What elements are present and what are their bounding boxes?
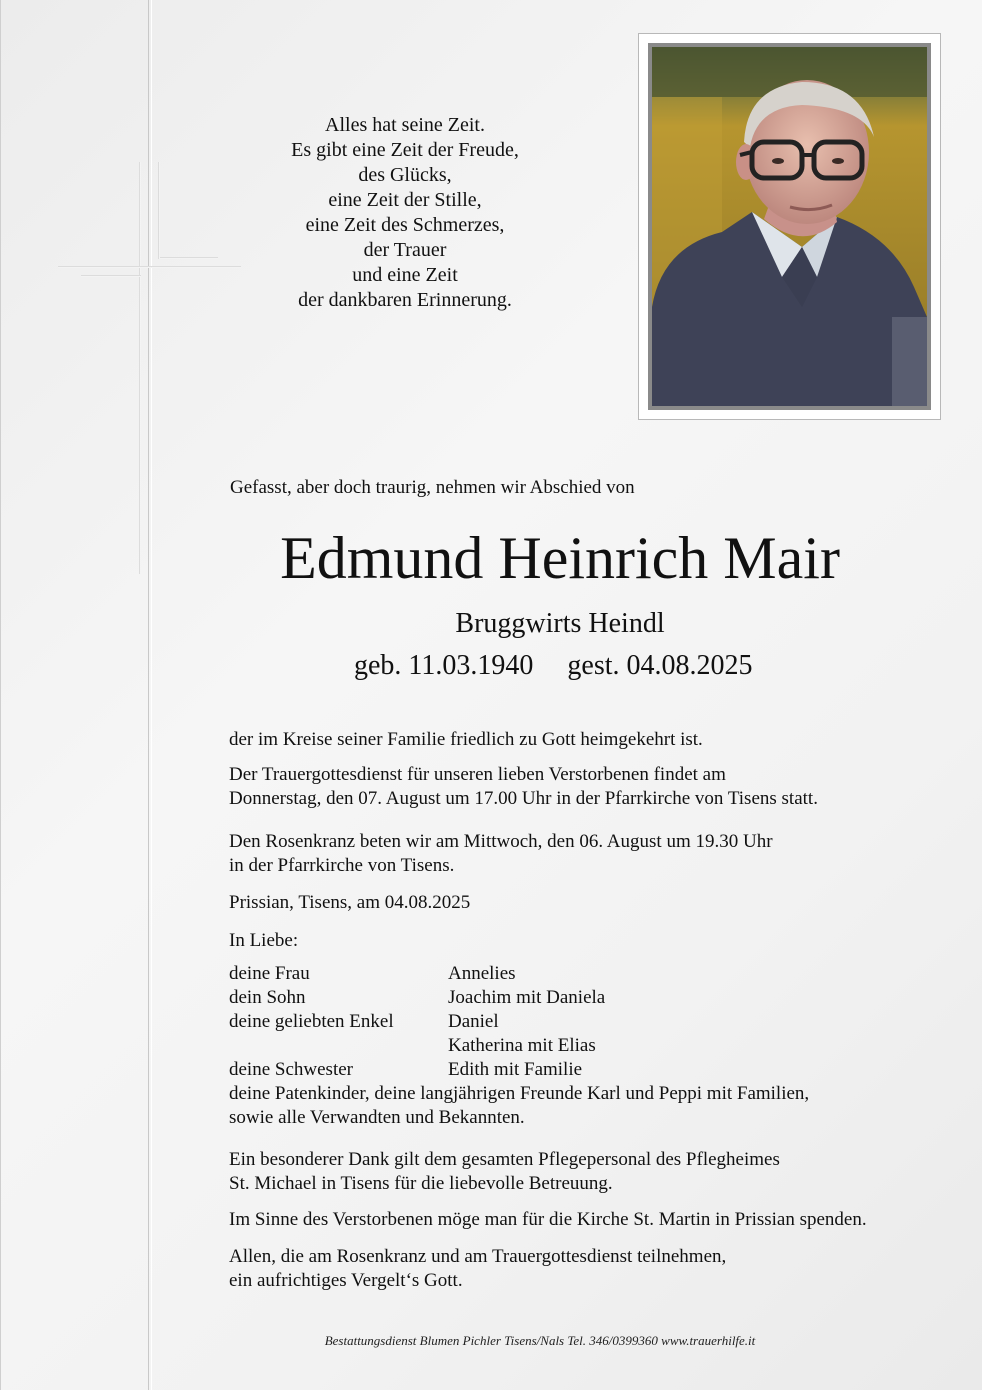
poem-line: des Glücks,	[358, 164, 452, 186]
footer-funeral-service: Bestattungsdienst Blumen Pichler Tisens/Nals Tel. 346/0399360 www.trauerhilfe.it	[324, 1333, 756, 1348]
family-relation: dein Sohn	[229, 987, 306, 1008]
passing-text: der im Kreise seiner Familie friedlich zu Gott heimgekehrt ist.	[229, 729, 703, 750]
family-member: Edith mit Familie	[448, 1059, 583, 1080]
in-love-label: In Liebe:	[229, 930, 299, 951]
poem-line: der dankbaren Erinnerung.	[298, 289, 512, 311]
poem-line: eine Zeit des Schmerzes,	[305, 214, 505, 236]
poem-line: Alles hat seine Zeit.	[325, 114, 485, 136]
poem-line: Es gibt eine Zeit der Freude,	[291, 139, 519, 161]
family-member: Katherina mit Elias	[448, 1035, 596, 1056]
death-date: gest. 04.08.2025	[567, 650, 753, 681]
family-row	[229, 1010, 605, 1034]
closing-text-2: ein aufrichtiges Vergelt‘s Gott.	[229, 1270, 463, 1291]
portrait-illustration	[652, 47, 927, 406]
family-relation: deine Schwester	[229, 1059, 353, 1080]
portrait-frame	[638, 33, 941, 420]
left-border	[0, 0, 1, 1390]
family-member: Daniel	[448, 1011, 499, 1032]
portrait-mat	[648, 43, 931, 410]
service-text-1: Der Trauergottesdienst für unseren lieben Verstorbenen findet am	[229, 764, 726, 785]
others-text-1: deine Patenkinder, deine langjährigen Freunde Karl und Peppi mit Familien,	[229, 1083, 810, 1104]
poem-line: eine Zeit der Stille,	[328, 189, 482, 211]
family-row	[229, 986, 605, 1010]
rosary-text-1: Den Rosenkranz beten wir am Mittwoch, den 06. August um 19.30 Uhr	[229, 831, 773, 852]
thanks-text-2: St. Michael in Tisens für die liebevolle Betreuung.	[229, 1173, 613, 1194]
family-row	[229, 1034, 605, 1058]
family-row	[229, 1058, 605, 1082]
family-row	[229, 962, 605, 986]
poem	[260, 113, 550, 313]
family-list	[229, 962, 605, 1082]
vertical-frame-highlight	[151, 0, 152, 1390]
intro-text: Gefasst, aber doch traurig, nehmen wir Abschied von	[230, 477, 635, 498]
thanks-text-1: Ein besonderer Dank gilt dem gesamten Pflegepersonal des Pflegheimes	[229, 1149, 780, 1170]
poem-line: und eine Zeit	[352, 264, 458, 286]
family-member: Joachim mit Daniela	[448, 987, 606, 1008]
place-date: Prissian, Tisens, am 04.08.2025	[229, 892, 471, 913]
family-member: Annelies	[448, 963, 516, 984]
portrait-photo	[652, 47, 927, 406]
nickname: Bruggwirts Heindl	[455, 608, 665, 639]
vertical-frame-line	[148, 0, 149, 1390]
poem-line: der Trauer	[363, 239, 447, 261]
birth-date: geb. 11.03.1940	[354, 650, 534, 681]
family-relation: deine Frau	[229, 963, 310, 984]
rosary-text-2: in der Pfarrkirche von Tisens.	[229, 855, 455, 876]
life-dates	[354, 650, 753, 682]
donation-text: Im Sinne des Verstorbenen möge man für die Kirche St. Martin in Prissian spenden.	[229, 1209, 867, 1230]
family-relation: deine geliebten Enkel	[229, 1011, 394, 1032]
others-text-2: sowie alle Verwandten und Bekannten.	[229, 1107, 525, 1128]
service-text-2: Donnerstag, den 07. August um 17.00 Uhr in der Pfarrkirche von Tisens statt.	[229, 788, 818, 809]
family-relation	[229, 1034, 448, 1058]
closing-text-1: Allen, die am Rosenkranz und am Trauergottesdienst teilnehmen,	[229, 1246, 727, 1267]
deceased-name: Edmund Heinrich Mair	[280, 525, 840, 591]
